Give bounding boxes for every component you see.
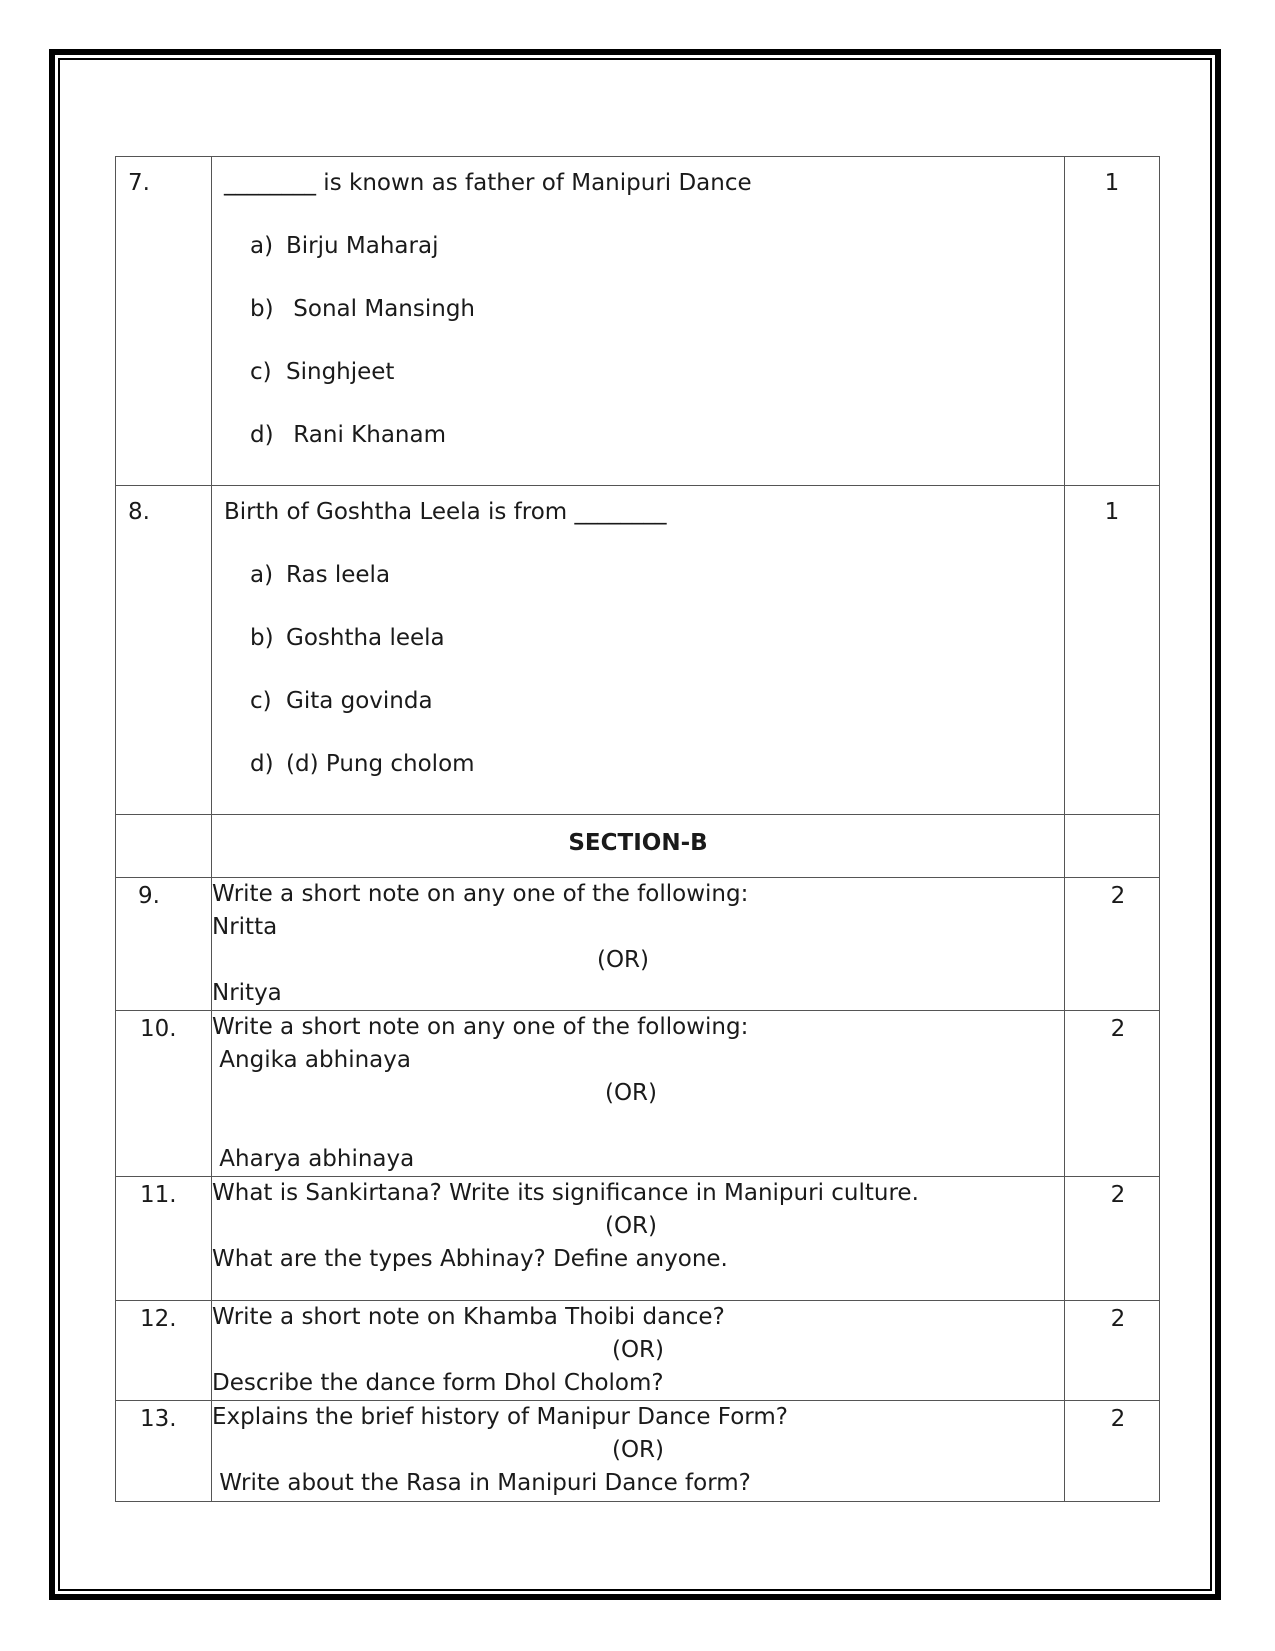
- question-marks: 1: [1104, 499, 1120, 525]
- question-marks: 2: [1110, 1016, 1126, 1042]
- question-choice-1: Angika abhinaya: [212, 1047, 411, 1073]
- question-choice-2: Nritya: [212, 980, 282, 1006]
- question-choice-1: Explains the brief history of Manipur Dance Form?: [212, 1404, 788, 1430]
- question-choice-2: Aharya abhinaya: [212, 1146, 415, 1172]
- option-b: b) Sonal Mansingh: [250, 296, 475, 322]
- blank-line: [212, 1110, 1064, 1143]
- options-list: [212, 230, 1064, 452]
- question-marks: 1: [1104, 170, 1120, 196]
- question-choice-2: Describe the dance form Dhol Cholom?: [212, 1370, 664, 1396]
- question-number: 9.: [138, 883, 160, 909]
- question-row-10: [116, 1011, 1160, 1177]
- question-row-7: [116, 157, 1160, 486]
- question-choice-2: Write about the Rasa in Manipuri Dance form?: [212, 1470, 751, 1496]
- question-marks: 2: [1110, 1182, 1126, 1208]
- question-row-8: [116, 486, 1160, 815]
- option-c: c) Singhjeet: [250, 359, 395, 385]
- question-number: 13.: [140, 1406, 177, 1432]
- or-label: (OR): [604, 1080, 658, 1106]
- question-choice-2: What are the types Abhinay? Define anyone.: [212, 1246, 728, 1272]
- or-label: (OR): [611, 1337, 665, 1363]
- option-a: a) Birju Maharaj: [250, 233, 439, 259]
- question-number: 11.: [140, 1182, 177, 1208]
- question-marks: 2: [1110, 1406, 1126, 1432]
- or-label: (OR): [596, 947, 650, 973]
- question-choice-1: Write a short note on Khamba Thoibi dance?: [212, 1304, 725, 1330]
- option-d: d) Rani Khanam: [250, 422, 446, 448]
- question-row-13: [116, 1401, 1160, 1502]
- section-b-title: SECTION-B: [568, 830, 708, 856]
- question-row-12: [116, 1301, 1160, 1401]
- question-choice-1: What is Sankirtana? Write its significance in Manipuri culture.: [212, 1180, 919, 1206]
- question-text: Birth of Goshtha Leela is from ________: [224, 499, 667, 525]
- question-choice-1: Nritta: [212, 914, 278, 940]
- question-number: 8.: [128, 499, 150, 525]
- option-a: a) Ras leela: [250, 562, 391, 588]
- option-c: c) Gita govinda: [250, 688, 433, 714]
- option-b: b) Goshtha leela: [250, 625, 445, 651]
- option-d: d) (d) Pung cholom: [250, 751, 475, 777]
- section-b-row: [116, 815, 1160, 878]
- question-row-11: [116, 1177, 1160, 1301]
- question-marks: 2: [1110, 883, 1126, 909]
- question-marks: 2: [1110, 1306, 1126, 1332]
- or-label: (OR): [611, 1437, 665, 1463]
- question-number: 7.: [128, 170, 150, 196]
- options-list: [212, 559, 1064, 781]
- question-intro: Write a short note on any one of the following:: [212, 1014, 749, 1040]
- question-number: 10.: [140, 1016, 177, 1042]
- question-text: ________ is known as father of Manipuri Dance: [224, 170, 752, 196]
- question-intro: Write a short note on any one of the following:: [212, 881, 749, 907]
- question-number: 12.: [140, 1306, 177, 1332]
- question-table: [115, 156, 1160, 1502]
- question-row-9: [116, 878, 1160, 1011]
- or-label: (OR): [604, 1213, 658, 1239]
